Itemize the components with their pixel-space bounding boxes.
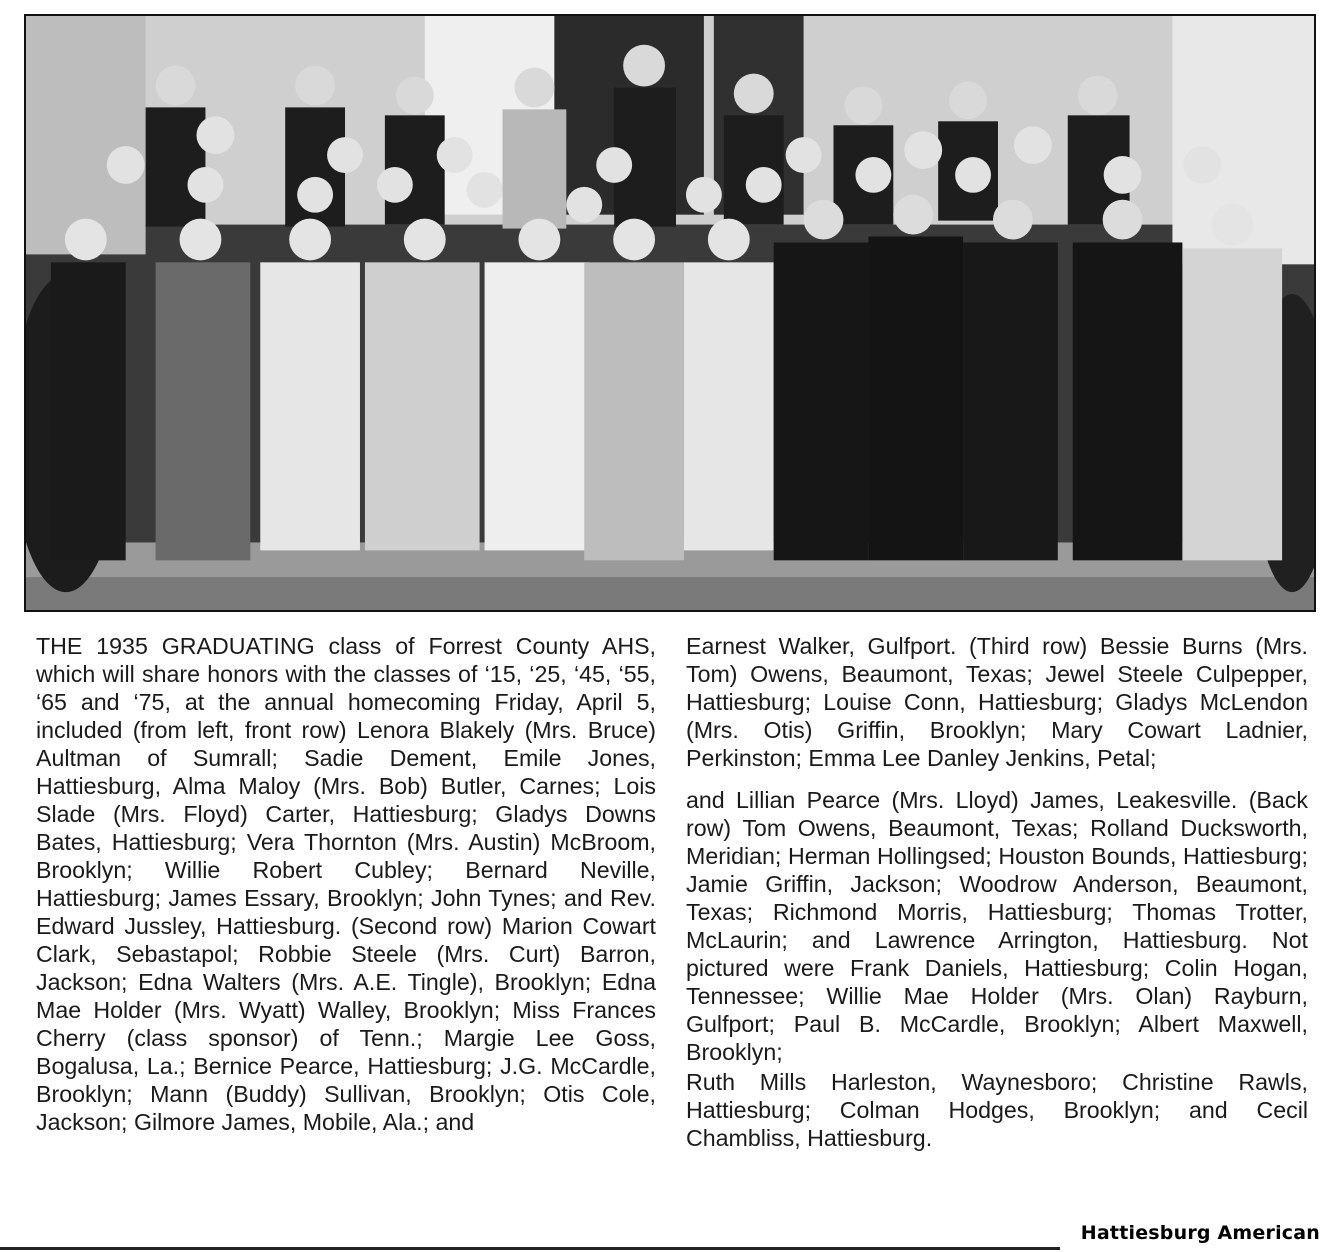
- caption-text-part2: and Lillian Pearce (Mrs. Lloyd) James, Leakesville. (Back row) Tom Owens, Beaumont, Texas; Rolland Ducksworth, Meridian; Herman Hollingsed; Houston Bounds, Hattiesburg; Jamie Griffin, Jackson; Woodrow Anderson, Beaumont, Texas; Richmond Morris, Hattiesburg; Thomas Trotter, McLaurin; and Lawrence Arrington, Hattiesburg. Not pictured were Frank Daniels, Hattiesburg; Colin Hogan, Tennessee; Willie Mae Holder (Mrs. Olan) Rayburn, Gulfport; Paul B. McCardle, Brooklyn; Albert Maxwell, Brooklyn;: [686, 787, 1308, 1065]
- caption-text: THE 1935 GRADUATING class of Forrest County AHS, which will share honors with the classes of ‘15, ‘25, ‘45, ‘55, ‘65 and ‘75, at the annual homecoming Friday, April 5, included (from left, front row) Lenora Blakely (Mrs. Bruce) Aultman of Sumrall; Sadie Dement, Emile Jones, Hattiesburg, Alma Maloy (Mrs. Bob) Butler, Carnes; Lois Slade (Mrs. Floyd) Carter, Hattiesburg; Gladys Downs Bates, Hattiesburg; Vera Thornton (Mrs. Austin) McBroom, Brooklyn; Willie Robert Cubley; Bernard Neville, Hattiesburg; James Essary, Brooklyn; John Tynes; and Rev. Edward Jussley, Hattiesburg. (Second row) Marion Cowart Clark, Sebastapol; Robbie Steele (Mrs. Curt) Barron, Jackson; Edna Walters (Mrs. A.E. Tingle), Brooklyn; Edna Mae Holder (Mrs. Wyatt) Walley, Brooklyn; Miss Frances Cherry (class sponsor) of Tenn.; Margie Lee Goss, Bogalusa, La.; Bernice Pearce, Hattiesburg; J.G. McCardle, Brooklyn; Mann (Buddy) Sullivan, Brooklyn; Otis Cole, Jackson; Gilmore James, Mobile, Ala.; and: [36, 633, 656, 1135]
- bottom-rule: [0, 1247, 1060, 1250]
- class-photograph: [24, 14, 1316, 612]
- source-credit: Hattiesburg American: [1080, 1222, 1320, 1244]
- caption-right-column: [686, 632, 1308, 1152]
- caption-text-part3: Ruth Mills Harleston, Waynesboro; Christine Rawls, Hattiesburg; Colman Hodges, Brooklyn; and Cecil Chambliss, Hattiesburg.: [686, 1069, 1308, 1151]
- caption-left-column: [36, 632, 656, 1136]
- photo-illustration: [26, 16, 1314, 610]
- caption-text-part1: Earnest Walker, Gulfport. (Third row) Bessie Burns (Mrs. Tom) Owens, Beaumont, Texas; Jewel Steele Culpepper, Hattiesburg; Louise Conn, Hattiesburg; Gladys McLendon (Mrs. Otis) Griffin, Brooklyn; Mary Cowart Ladnier, Perkinston; Emma Lee Danley Jenkins, Petal;: [686, 633, 1308, 771]
